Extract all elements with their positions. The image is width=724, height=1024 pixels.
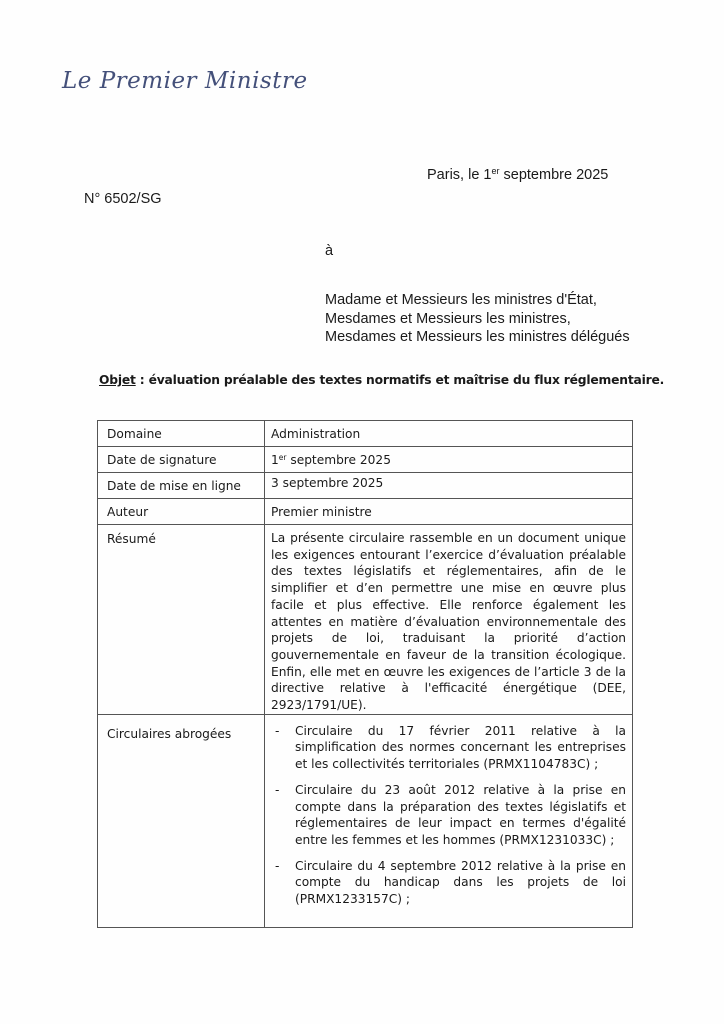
table-row [98,421,633,447]
place-date [427,166,608,183]
recipient-line: Madame et Messieurs les ministres d'État, [325,292,597,308]
object-text: : évaluation préalable des textes normatifs et maîtrise du flux réglementaire. [135,373,665,387]
date-ordinal: er [491,166,500,176]
list-item-text: Circulaire du 17 février 2011 relative à la simplification des normes concernant les entreprises et les collectivités territoriales (PRMX1104783C) ; [295,723,626,772]
row-value: Premier ministre [271,505,372,519]
value-ordinal: er [278,453,287,462]
recipients-block [325,291,630,347]
recipient-line: Mesdames et Messieurs les ministres délégués [325,329,630,345]
row-key: Domaine [107,427,162,441]
list-item [271,782,626,849]
list-item-text: Circulaire du 23 août 2012 relative à la prise en compte dans la préparation des textes législatifs et réglementaires de leur impact en termes d'égalité entre les femmes et les hommes (PRMX1231033C) ; [295,782,626,847]
resume-text: La présente circulaire rassemble en un document unique les exigences entourant l’exercice d’évaluation préalable des textes législatifs et réglementaires, afin de le simplifier et d’en permettre une mise en œuvre plus facile et plus effective. Elle renforce également les attentes en matière d’évaluation environnementale des projets de loi, traduisant la priorité d’action gouvernementale en faveur de la transition écologique. Enfin, elle met en œuvre les exigences de l’article 3 de la directive relative à l'efficacité énergétique (DEE, 2923/1791/UE). [271,531,626,713]
list-item-text: Circulaire du 4 septembre 2012 relative à la prise en compte du handicap dans les projets de loi (PRMX1233157C) ; [295,858,626,907]
repealed-circulars-list [271,715,626,908]
dash-bullet-icon: - [275,858,280,873]
row-key: Résumé [107,532,156,546]
dash-bullet-icon: - [275,723,280,738]
object-label: Objet [99,373,136,387]
addressee-prefix: à [325,243,334,259]
list-item [271,858,626,908]
letterhead-signature: Le Premier Ministre [62,68,308,94]
reference-number: N° 6502/SG [84,191,162,207]
table-row-resume [98,525,633,715]
metadata-table [97,420,633,928]
row-key: Circulaires abrogées [107,726,232,741]
value-suffix: septembre 2025 [286,453,391,467]
row-value: Administration [271,427,361,441]
table-row-circulaires [98,714,633,927]
row-value: 3 septembre 2025 [271,476,384,490]
dash-bullet-icon: - [275,782,280,797]
row-key: Auteur [107,505,149,519]
table-row [98,473,633,499]
table-row [98,499,633,525]
row-key: Date de mise en ligne [107,479,241,493]
date-suffix: septembre 2025 [499,167,609,183]
list-item [271,723,626,773]
value-prefix: 1 [271,453,279,467]
object-line [99,373,664,387]
recipient-line: Mesdames et Messieurs les ministres, [325,310,571,327]
date-prefix: Paris, le 1 [427,167,492,183]
row-value [271,447,626,467]
row-key: Date de signature [107,453,217,467]
table-row [98,447,633,473]
